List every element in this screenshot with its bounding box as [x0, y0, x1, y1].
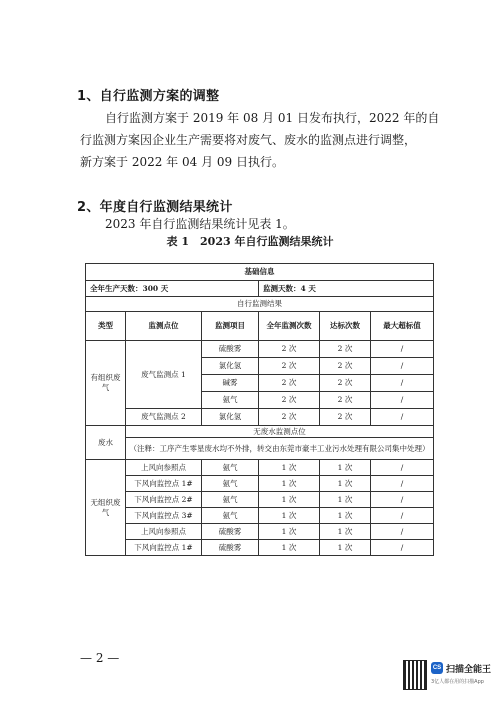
- cell-max: /: [371, 508, 434, 524]
- table-row: [86, 438, 434, 460]
- wastewater-note: （注释：工序产生零星废水均不外排，转交由东莞市豪丰工业污水处理有限公司集中处理）: [126, 438, 434, 460]
- cell-max: /: [371, 476, 434, 492]
- section-2-intro: 2023 年自行监测结果统计见表 1。: [105, 217, 295, 231]
- watermark-name: 扫描全能王: [446, 665, 492, 675]
- col-header-count: 全年监测次数: [259, 312, 320, 341]
- type-organized: 有组织废气: [86, 341, 126, 426]
- camscanner-logo-icon: CS: [431, 662, 443, 674]
- table-row: [86, 540, 434, 556]
- cell-count: 1 次: [259, 492, 320, 508]
- type-wastewater: 废水: [86, 426, 126, 460]
- cell-point: 下风向监控点 1#: [126, 476, 202, 492]
- cell-pass: 2 次: [320, 375, 371, 392]
- section-1-line-3: 新方案于 2022 年 04 月 09 日执行。: [80, 155, 284, 169]
- cell-count: 2 次: [259, 358, 320, 375]
- cell-count: 1 次: [259, 540, 320, 556]
- cell-max: /: [371, 375, 434, 392]
- table-row: [86, 508, 434, 524]
- cell-count: 1 次: [259, 524, 320, 540]
- cell-pass: 1 次: [320, 540, 371, 556]
- monitoring-days: 监测天数：4 天: [259, 281, 434, 297]
- cell-pass: 1 次: [320, 460, 371, 476]
- cell-count: 1 次: [259, 508, 320, 524]
- cell-pass: 2 次: [320, 392, 371, 409]
- cell-item: 氨气: [202, 392, 259, 409]
- red-seal-stamp: [459, 475, 485, 590]
- table-row: [86, 426, 434, 438]
- monitoring-results-table: [85, 263, 434, 556]
- cell-max: /: [371, 460, 434, 476]
- table-caption: 表 1 2023 年自行监测结果统计: [166, 235, 334, 248]
- cell-max: /: [371, 492, 434, 508]
- cell-item: 硫酸雾: [202, 524, 259, 540]
- cell-point: 下风向监控点 3#: [126, 508, 202, 524]
- qr-code-icon: [403, 660, 427, 690]
- cell-item: 氨气: [202, 476, 259, 492]
- cell-pass: 1 次: [320, 492, 371, 508]
- cell-max: /: [371, 358, 434, 375]
- cell-pass: 1 次: [320, 476, 371, 492]
- col-header-item: 监测项目: [202, 312, 259, 341]
- point-organized-2: 废气监测点 2: [126, 409, 202, 426]
- type-unorganized: 无组织废气: [86, 460, 126, 556]
- cell-pass: 2 次: [320, 409, 371, 426]
- cell-item: 氨气: [202, 508, 259, 524]
- camscanner-watermark: [403, 660, 493, 702]
- cell-point: 上风向参照点: [126, 524, 202, 540]
- cell-count: 1 次: [259, 476, 320, 492]
- cell-point: 下风向监控点 1#: [126, 540, 202, 556]
- col-header-max: 最大超标值: [371, 312, 434, 341]
- cell-pass: 2 次: [320, 341, 371, 358]
- cell-item: 氯化氢: [202, 358, 259, 375]
- cell-item: 碱雾: [202, 375, 259, 392]
- cell-point: 下风向监控点 2#: [126, 492, 202, 508]
- watermark-subtitle: 3亿人都在用的扫描App: [431, 679, 484, 685]
- cell-pass: 1 次: [320, 508, 371, 524]
- section-1-heading: 1、自行监测方案的调整: [77, 89, 220, 104]
- section-1-line-1: 自行监测方案于 2019 年 08 月 01 日发布执行，2022 年的自: [105, 111, 440, 125]
- section-2-heading: 2、年度自行监测结果统计: [77, 200, 233, 215]
- table-row: [86, 524, 434, 540]
- cell-point: 上风向参照点: [126, 460, 202, 476]
- production-days: 全年生产天数：300 天: [86, 281, 259, 297]
- table-row: [86, 341, 434, 358]
- cell-count: 2 次: [259, 375, 320, 392]
- results-header: 自行监测结果: [86, 297, 434, 312]
- basic-info-header: 基础信息: [86, 264, 434, 281]
- cell-item: 硫酸雾: [202, 540, 259, 556]
- point-organized-1: 废气监测点 1: [126, 341, 202, 409]
- table-row: [86, 476, 434, 492]
- cell-item: 氨气: [202, 492, 259, 508]
- cell-count: 2 次: [259, 341, 320, 358]
- cell-count: 2 次: [259, 392, 320, 409]
- cell-item: 氯化氢: [202, 409, 259, 426]
- cell-count: 1 次: [259, 460, 320, 476]
- cell-pass: 2 次: [320, 358, 371, 375]
- col-header-type: 类型: [86, 312, 126, 341]
- table-row: [86, 460, 434, 476]
- cell-max: /: [371, 392, 434, 409]
- cell-max: /: [371, 341, 434, 358]
- page-number: — 2 —: [80, 651, 120, 665]
- cell-count: 2 次: [259, 409, 320, 426]
- cell-max: /: [371, 524, 434, 540]
- section-1-line-2: 行监测方案因企业生产需要将对废气、废水的监测点进行调整，: [80, 133, 417, 147]
- col-header-pass: 达标次数: [320, 312, 371, 341]
- cell-item: 氨气: [202, 460, 259, 476]
- cell-max: /: [371, 409, 434, 426]
- wastewater-line-1: 无废水监测点位: [126, 426, 434, 438]
- cell-max: /: [371, 540, 434, 556]
- table-row: [86, 409, 434, 426]
- cell-pass: 1 次: [320, 524, 371, 540]
- table-row: [86, 492, 434, 508]
- col-header-point: 监测点位: [126, 312, 202, 341]
- cell-item: 硫酸雾: [202, 341, 259, 358]
